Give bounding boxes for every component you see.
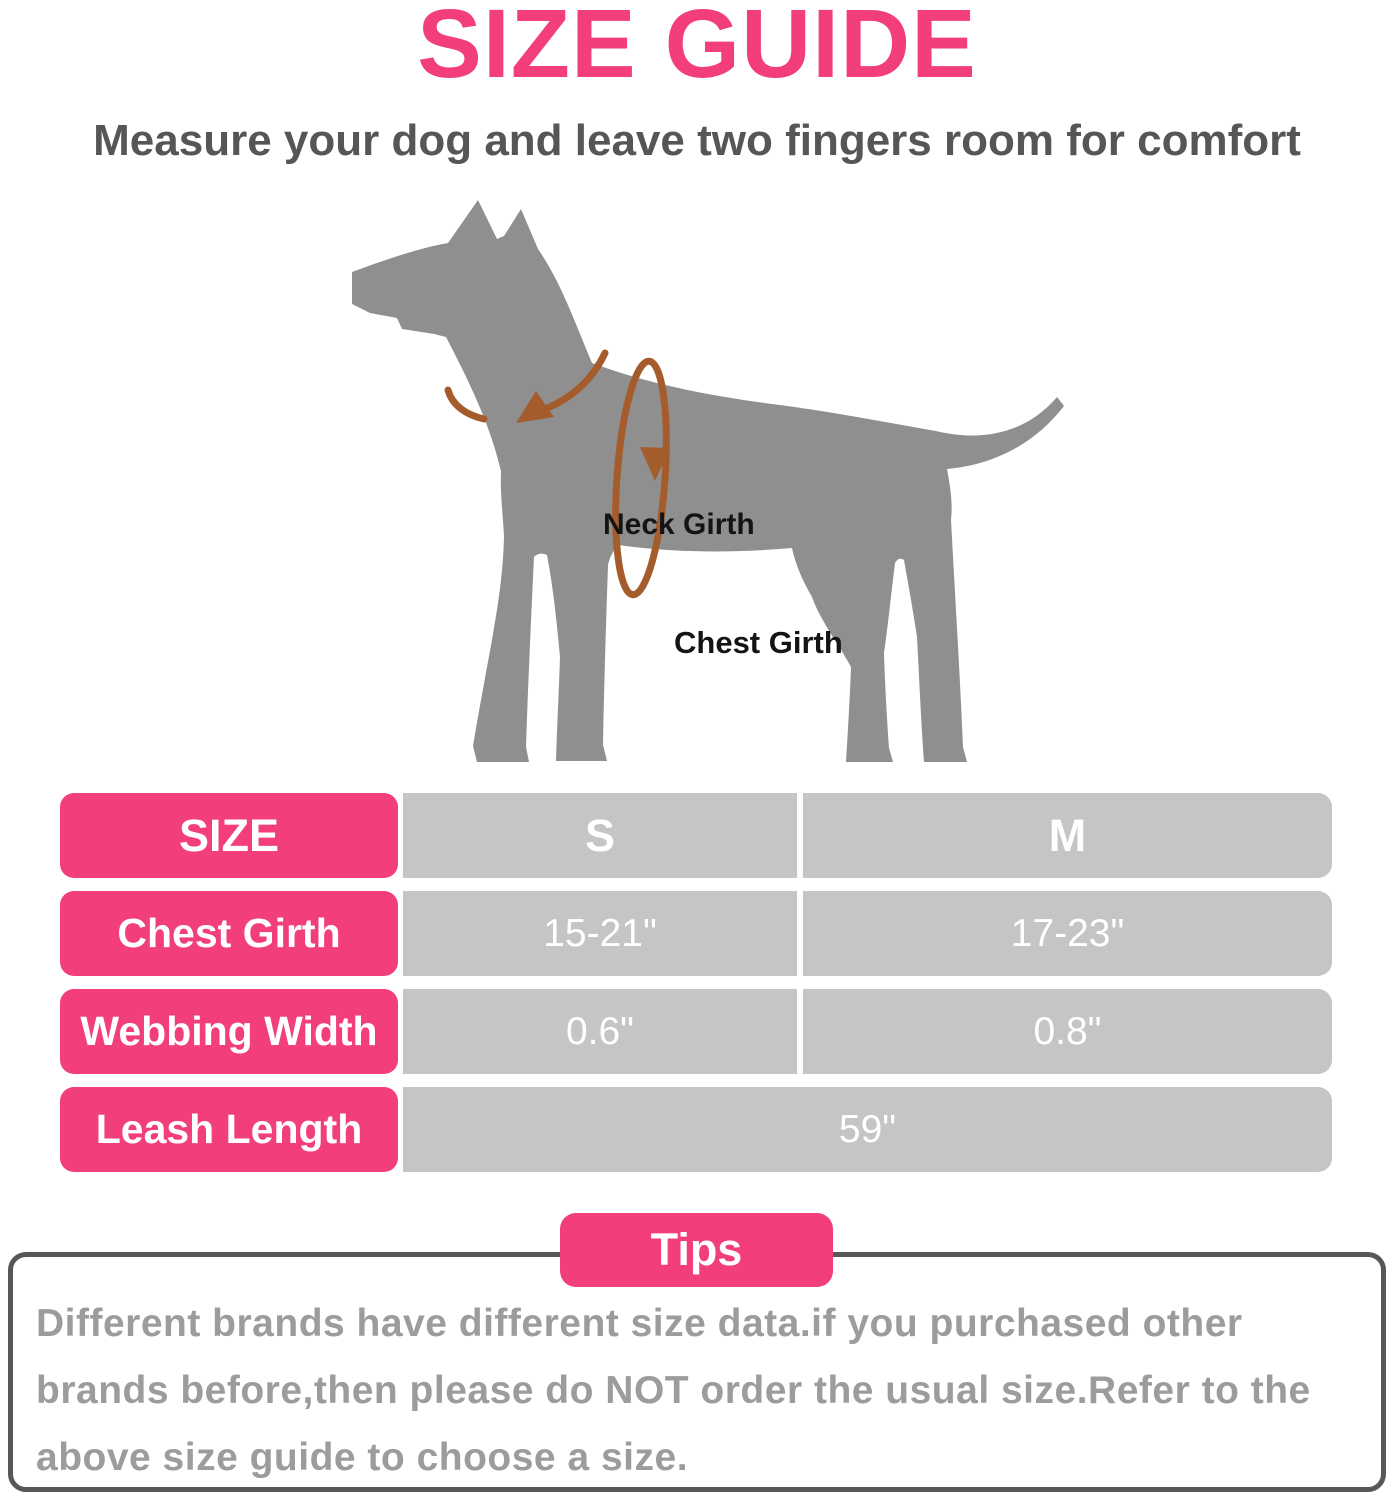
chest-girth-s-value: 15-21" — [403, 891, 797, 976]
table-row-webbing-width — [0, 989, 1394, 1074]
chest-girth-m-value: 17-23" — [803, 891, 1332, 976]
header-size-cell: SIZE — [60, 793, 398, 878]
table-row-leash-length — [0, 1087, 1394, 1172]
page-subtitle: Measure your dog and leave two fingers room for comfort — [93, 116, 1301, 165]
chest-girth-label: Chest Girth — [674, 625, 843, 660]
dog-measurement-diagram — [0, 185, 1394, 770]
chest-girth-row-label: Chest Girth — [60, 891, 398, 976]
dog-silhouette — [352, 200, 1064, 762]
dog-silhouette-graphic — [0, 185, 1394, 770]
header-m-cell: M — [803, 793, 1332, 878]
table-row-header — [0, 793, 1394, 878]
webbing-width-row-label: Webbing Width — [60, 989, 398, 1074]
webbing-width-m-value: 0.8" — [803, 989, 1332, 1074]
webbing-width-s-value: 0.6" — [403, 989, 797, 1074]
leash-length-row-label: Leash Length — [60, 1087, 398, 1172]
table-row-chest-girth — [0, 891, 1394, 976]
tips-text: Different brands have different size data.if you purchased other brands before,then please do NOT order the usual size.Refer to the above size guide to choose a size. — [36, 1302, 1311, 1479]
tips-badge: Tips — [560, 1213, 833, 1287]
neck-girth-label: Neck Girth — [603, 508, 755, 541]
leash-length-value: 59" — [403, 1087, 1332, 1172]
header-s-cell: S — [403, 793, 797, 878]
page-title: SIZE GUIDE — [417, 0, 977, 98]
